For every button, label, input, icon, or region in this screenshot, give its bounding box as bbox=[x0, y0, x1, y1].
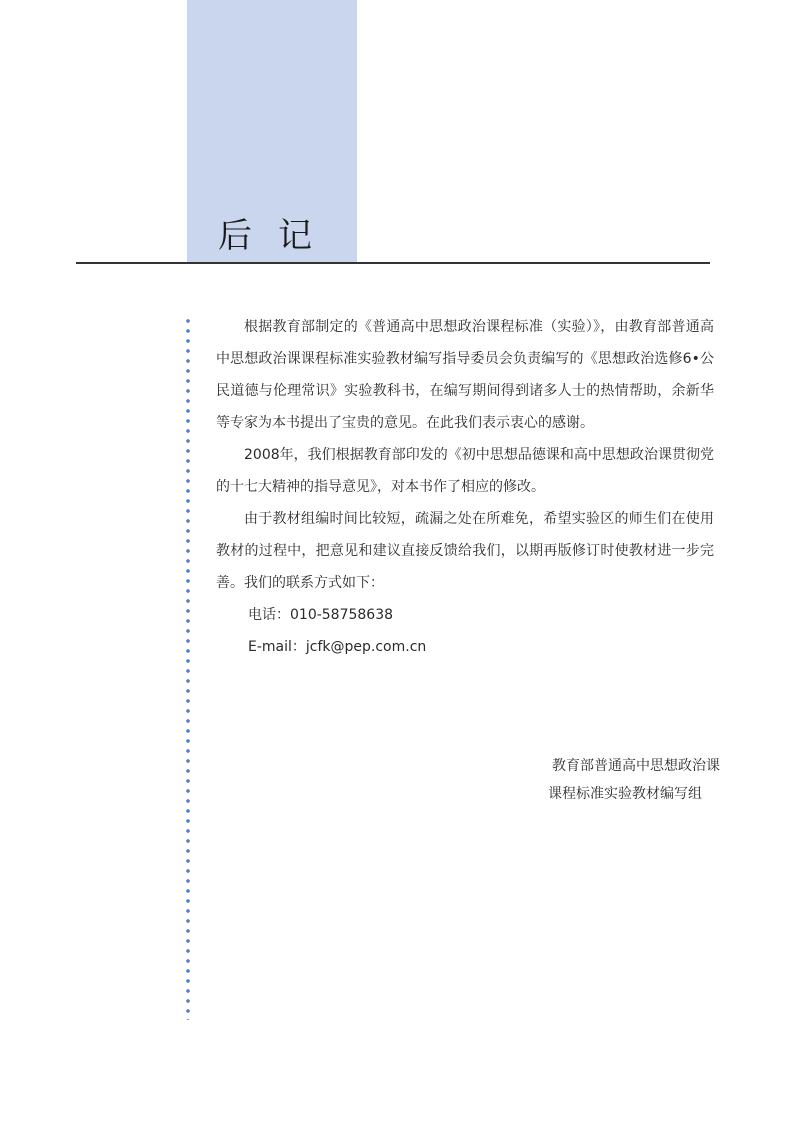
contact-phone: 电话：010-58758638 bbox=[248, 607, 394, 623]
decorative-dot-column bbox=[184, 316, 192, 1020]
signature bbox=[470, 752, 720, 808]
signature-line-1: 教育部普通高中思想政治课 bbox=[552, 758, 720, 774]
paragraph-acknowledgement: 根据教育部制定的《普通高中思想政治课程标准（实验）》，由教育部普通高中思想政治课课程标准实验教材编写指导委员会负责编写的《思想政治选修6•公民道德与伦理常识》实验教科书，在编写期间得到诸多人士的热情帮助，余新华等专家为本书提出了宝贵的意见。在此我们表示衷心的感谢。 bbox=[216, 319, 714, 431]
contact-email: E-mail：jcfk@pep.com.cn bbox=[248, 639, 427, 655]
body-text bbox=[216, 311, 714, 663]
paragraph-feedback: 由于教材组编时间比较短，疏漏之处在所难免，希望实验区的师生们在使用教材的过程中，把意见和建议直接反馈给我们，以期再版修订时使教材进一步完善。我们的联系方式如下： bbox=[216, 511, 714, 591]
page-title: 后记 bbox=[218, 216, 338, 256]
paragraph-revision: 2008年，我们根据教育部印发的《初中思想品德课和高中思想政治课贯彻党的十七大精神的指导意见》，对本书作了相应的修改。 bbox=[216, 447, 714, 495]
signature-line-2: 课程标准实验教材编写组 bbox=[548, 786, 702, 802]
title-divider bbox=[76, 262, 710, 264]
